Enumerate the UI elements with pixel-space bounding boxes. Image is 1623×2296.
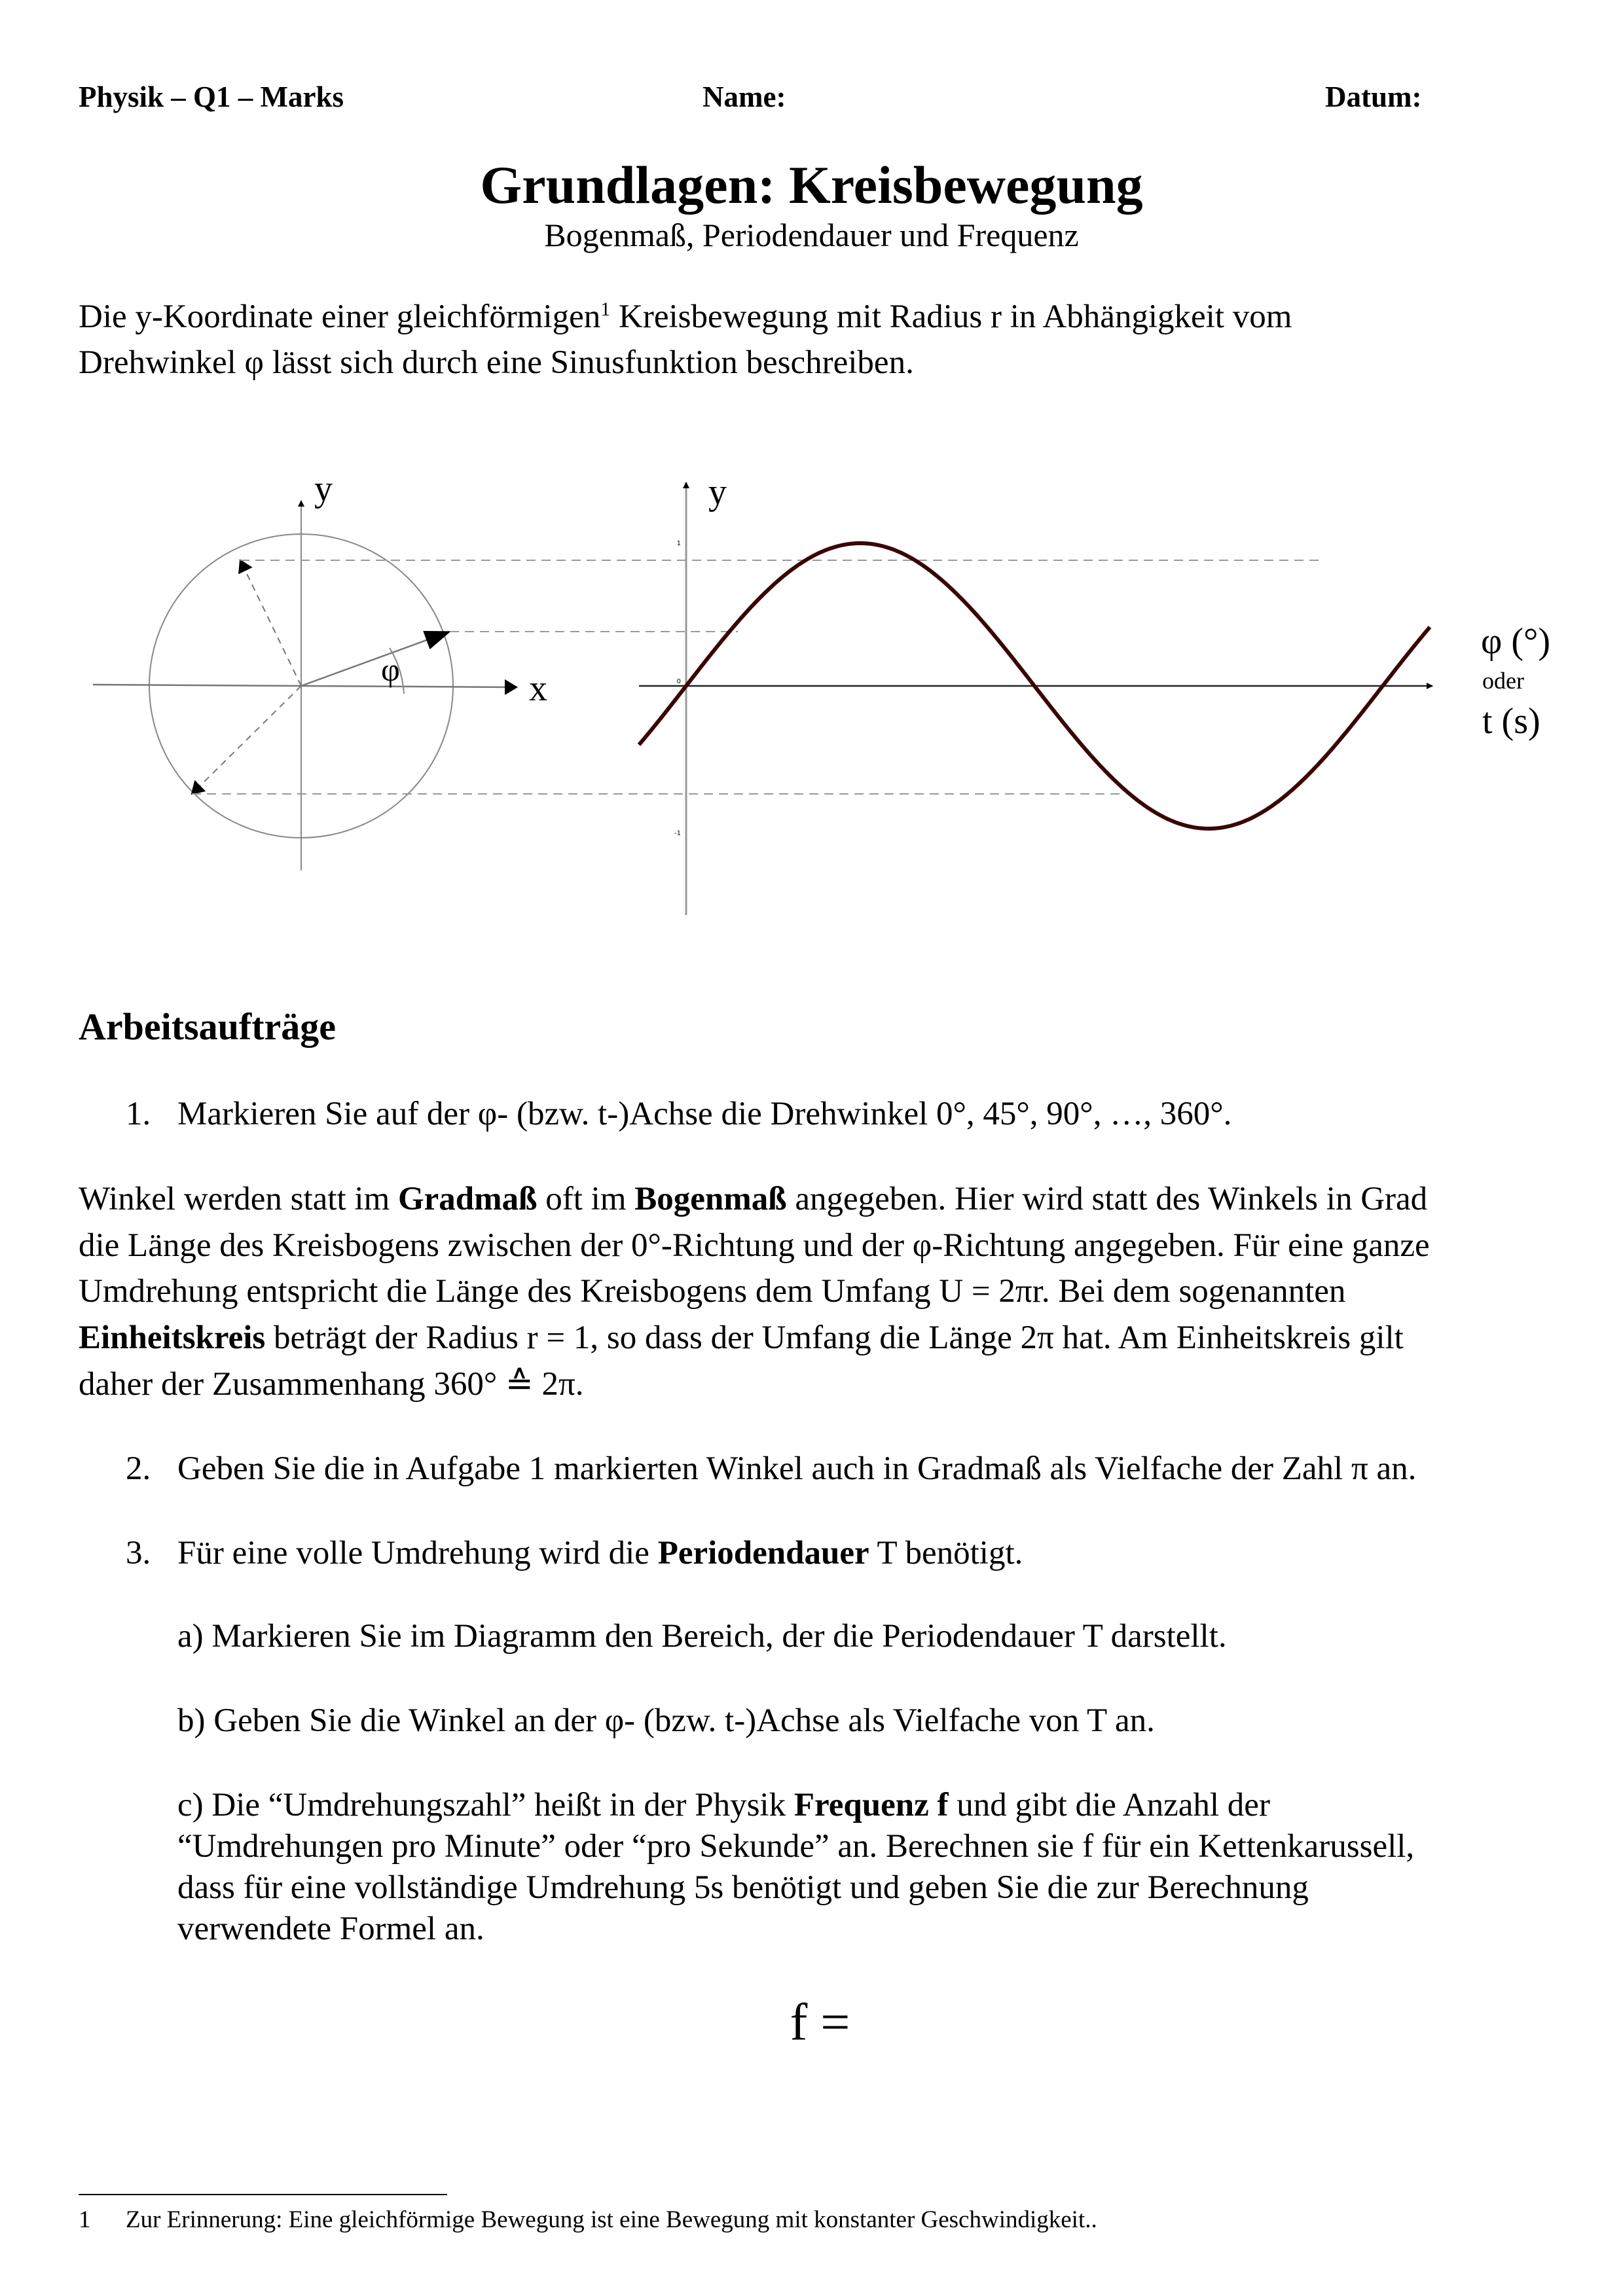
task-3c-line-1 xyxy=(177,1786,1270,1824)
circle-y-label: y xyxy=(314,469,333,509)
paragraph-line xyxy=(79,1365,584,1403)
page-subtitle: Bogenmaß, Periodendauer und Frequenz xyxy=(544,217,1079,253)
paragraph-text: Winkel werden statt im xyxy=(79,1181,398,1217)
task-3a-text: a) Markieren Sie im Diagramm den Bereich, der die Periodendauer T darstellt. xyxy=(177,1618,1227,1655)
task-3c-line-4: verwendete Formel an. xyxy=(177,1910,484,1947)
name-label: Name: xyxy=(702,81,786,113)
bold-term: Bogenmaß xyxy=(634,1181,787,1217)
tick-label-minus-1: -1 xyxy=(674,830,681,837)
task-3-text-a: Für eine volle Umdrehung wird die xyxy=(177,1535,658,1571)
bold-term: Gradmaß xyxy=(398,1181,538,1217)
paragraph-line xyxy=(79,1227,1430,1265)
circle-x-label: x xyxy=(529,668,547,709)
formula-blank: f = xyxy=(790,1994,850,2051)
paragraph-text: Umdrehung entspricht die Länge des Kreisbogens dem Umfang U = 2πr. Bei dem sogenannten xyxy=(79,1273,1346,1310)
intro-text: Kreisbewegung mit Radius r in Abhängigkeit vom xyxy=(610,298,1292,335)
footnote-ref: 1 xyxy=(600,298,611,320)
task-3c-bold: Frequenz f xyxy=(793,1787,949,1823)
intro-text: Die y-Koordinate einer gleichförmigen xyxy=(79,298,601,335)
paragraph-text: angegeben. Hier wird statt des Winkels in Grad xyxy=(786,1181,1428,1217)
circle-sine-diagram xyxy=(0,0,1623,982)
paragraph-text: die Länge des Kreisbogens zwischen der 0°-Richtung und der φ-Richtung angegeben. Für eine ganze xyxy=(79,1227,1430,1264)
tick-label-1: 1 xyxy=(676,540,681,547)
sine-y-label: y xyxy=(708,472,727,512)
axis-label-angle: φ (°) xyxy=(1481,621,1551,662)
intro-line-2: Drehwinkel φ lässt sich durch eine Sinusfunktion beschreiben. xyxy=(79,344,914,381)
footnote-number: 1 xyxy=(79,2206,91,2233)
footnote-separator xyxy=(79,2194,447,2195)
paragraph-text: oft im xyxy=(537,1181,635,1217)
axis-label-or: oder xyxy=(1482,668,1524,694)
task-3-text-b: T benötigt. xyxy=(869,1535,1023,1571)
axis-label-time: t (s) xyxy=(1482,701,1541,742)
task-3c-line-3: dass für eine vollständige Umdrehung 5s benötigt und geben Sie die zur Berechnung xyxy=(177,1869,1309,1906)
paragraph-line xyxy=(79,1272,1345,1310)
task-2-number: 2. xyxy=(126,1450,151,1487)
date-label: Datum: xyxy=(1325,81,1422,113)
task-1-text: Markieren Sie auf der φ- (bzw. t-)Achse die Drehwinkel 0°, 45°, 90°, …, 360°. xyxy=(177,1096,1232,1132)
tick-label-0: 0 xyxy=(676,678,681,685)
task-3c-text: c) Die “Umdrehungszahl” heißt in der Physik xyxy=(177,1787,794,1823)
paragraph-text: beträgt der Radius r = 1, so dass der Umfang die Länge 2π hat. Am Einheitskreis gilt xyxy=(265,1319,1404,1356)
footnote-text: Zur Erinnerung: Eine gleichförmige Bewegung ist eine Bewegung mit konstanter Geschwindigkeit.. xyxy=(126,2206,1097,2233)
page-title: Grundlagen: Kreisbewegung xyxy=(480,155,1143,215)
task-3-bold: Periodendauer xyxy=(657,1535,869,1571)
task-3-number: 3. xyxy=(126,1535,151,1571)
task-1-number: 1. xyxy=(126,1096,151,1132)
task-3-text xyxy=(177,1534,1023,1572)
paragraph-line xyxy=(79,1180,1427,1218)
task-3c-line-2: “Umdrehungen pro Minute” oder “pro Sekunde” an. Berechnen sie f für ein Kettenkarussell, xyxy=(177,1828,1415,1865)
task-3b-text: b) Geben Sie die Winkel an der φ- (bzw. t-)Achse als Vielfache von T an. xyxy=(177,1702,1155,1739)
tasks-heading: Arbeitsaufträge xyxy=(79,1005,337,1048)
angle-label: φ xyxy=(381,651,400,688)
task-3c-text: und gibt die Anzahl der xyxy=(948,1787,1270,1823)
task-2-text: Geben Sie die in Aufgabe 1 markierten Winkel auch in Gradmaß als Vielfache der Zahl π an. xyxy=(177,1450,1417,1487)
radius-arrow xyxy=(301,632,450,686)
radius-dashed-upper xyxy=(240,560,301,686)
course-label: Physik – Q1 – Marks xyxy=(79,81,344,113)
radius-dashed-lower xyxy=(192,686,301,794)
bold-term: Einheitskreis xyxy=(79,1319,266,1356)
paragraph-line xyxy=(79,1319,1404,1357)
paragraph-text: daher der Zusammenhang 360° ≙ 2π. xyxy=(79,1366,584,1403)
